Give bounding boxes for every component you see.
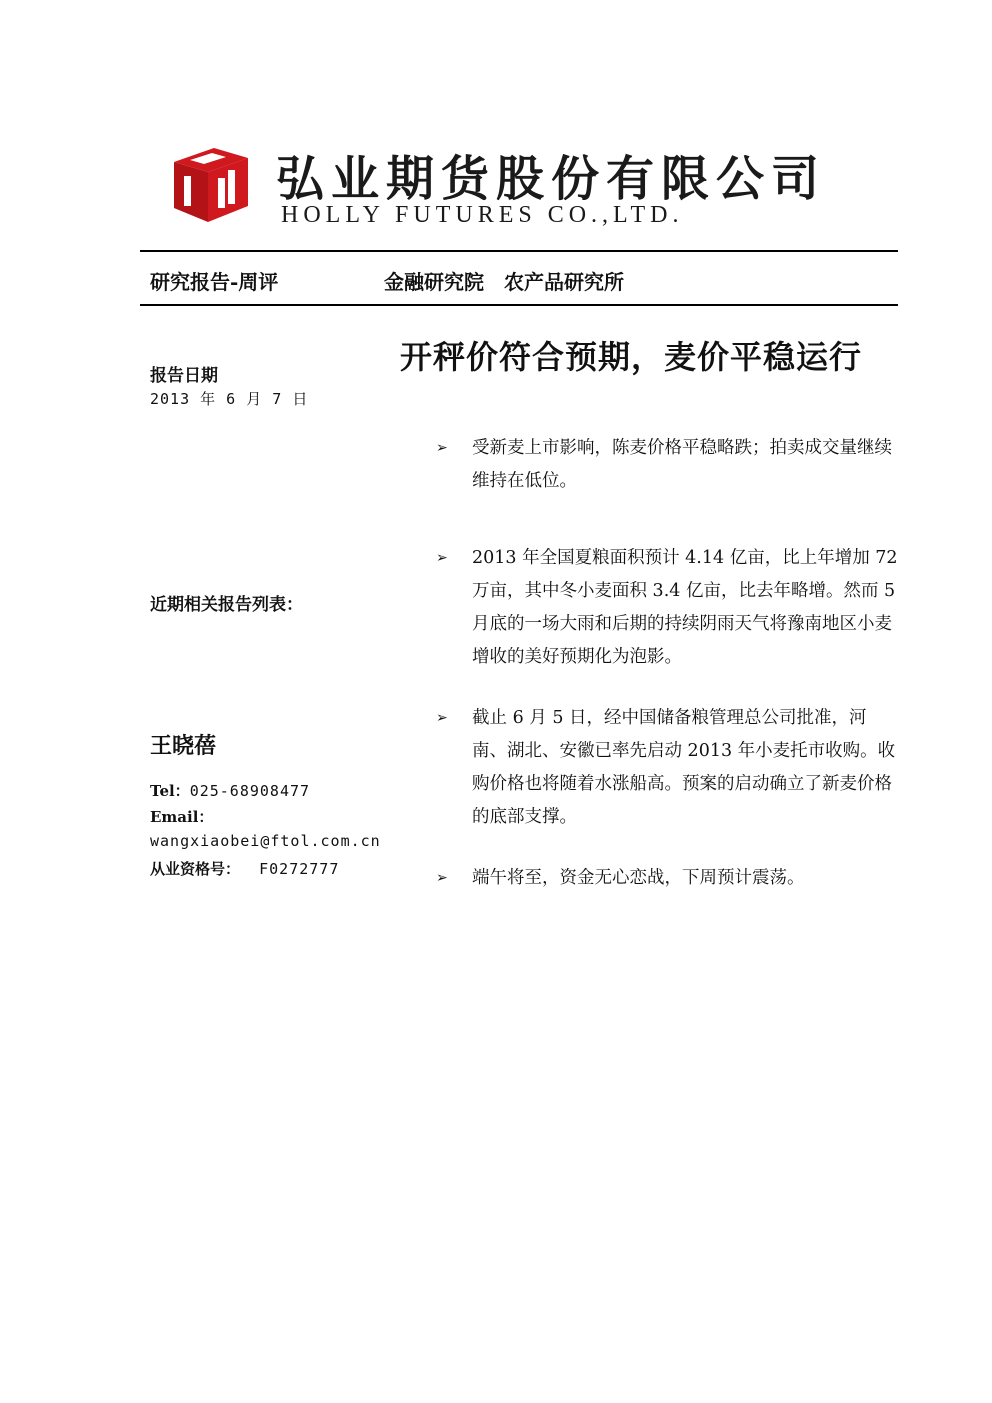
arrow-bullet-icon: ➢	[436, 440, 448, 456]
company-name-cn: 弘业期货股份有限公司	[276, 151, 827, 207]
report-title: 开秤价符合预期，麦价平稳运行	[400, 338, 863, 376]
tel-label: Tel：	[150, 782, 190, 800]
list-item-text: 截止 6 月 5 日，经中国储备粮管理总公司批准，河南、湖北、安徽已率先启动 2013 年小麦托市收购。收购价格也将随着水涨船高。预案的启动确立了新麦价格的底部支撑。	[472, 708, 896, 827]
list-item-text: 受新麦上市影响，陈麦价格平稳略跌；拍卖成交量继续维持在低位。	[472, 438, 892, 491]
license-value: F0272777	[259, 860, 340, 878]
cube-logo-icon	[168, 142, 250, 224]
tel-value: 025-68908477	[189, 782, 311, 800]
list-item	[436, 862, 898, 895]
company-logo	[168, 140, 828, 230]
email-value: wangxiaobei@ftol.com.cn	[150, 832, 381, 850]
arrow-bullet-icon: ➢	[436, 710, 448, 726]
list-item	[436, 542, 898, 674]
email-label: Email：	[150, 808, 214, 826]
related-reports-label: 近期相关报告列表：	[150, 595, 303, 615]
header-bottom-rule	[140, 304, 898, 306]
author-name: 王晓蓓	[150, 733, 217, 759]
license-label: 从业资格号：	[150, 860, 241, 878]
report-category: 研究报告-周评	[150, 270, 279, 294]
license-line	[150, 858, 339, 879]
key-points-list	[436, 432, 898, 895]
tel-line	[150, 780, 310, 801]
list-item	[436, 702, 898, 834]
company-name-en: HOLLY FUTURES CO.,LTD.	[281, 202, 684, 228]
header-top-rule	[140, 250, 898, 252]
list-item-text: 2013 年全国夏粮面积预计 4.14 亿亩，比上年增加 72 万亩，其中冬小麦面积 3.4 亿亩，比去年略增。然而 5 月底的一场大雨和后期的持续阴雨天气将豫南地区小麦增收的美好预期化为泡影。	[472, 548, 898, 667]
list-item	[436, 432, 898, 498]
arrow-bullet-icon: ➢	[436, 550, 448, 566]
date-value: 2013 年 6 月 7 日	[150, 390, 309, 408]
arrow-bullet-icon: ➢	[436, 870, 448, 886]
department-name: 金融研究院 农产品研究所	[384, 270, 624, 294]
list-item-text: 端午将至，资金无心恋战，下周预计震荡。	[472, 868, 805, 888]
date-label: 报告日期	[150, 366, 218, 386]
